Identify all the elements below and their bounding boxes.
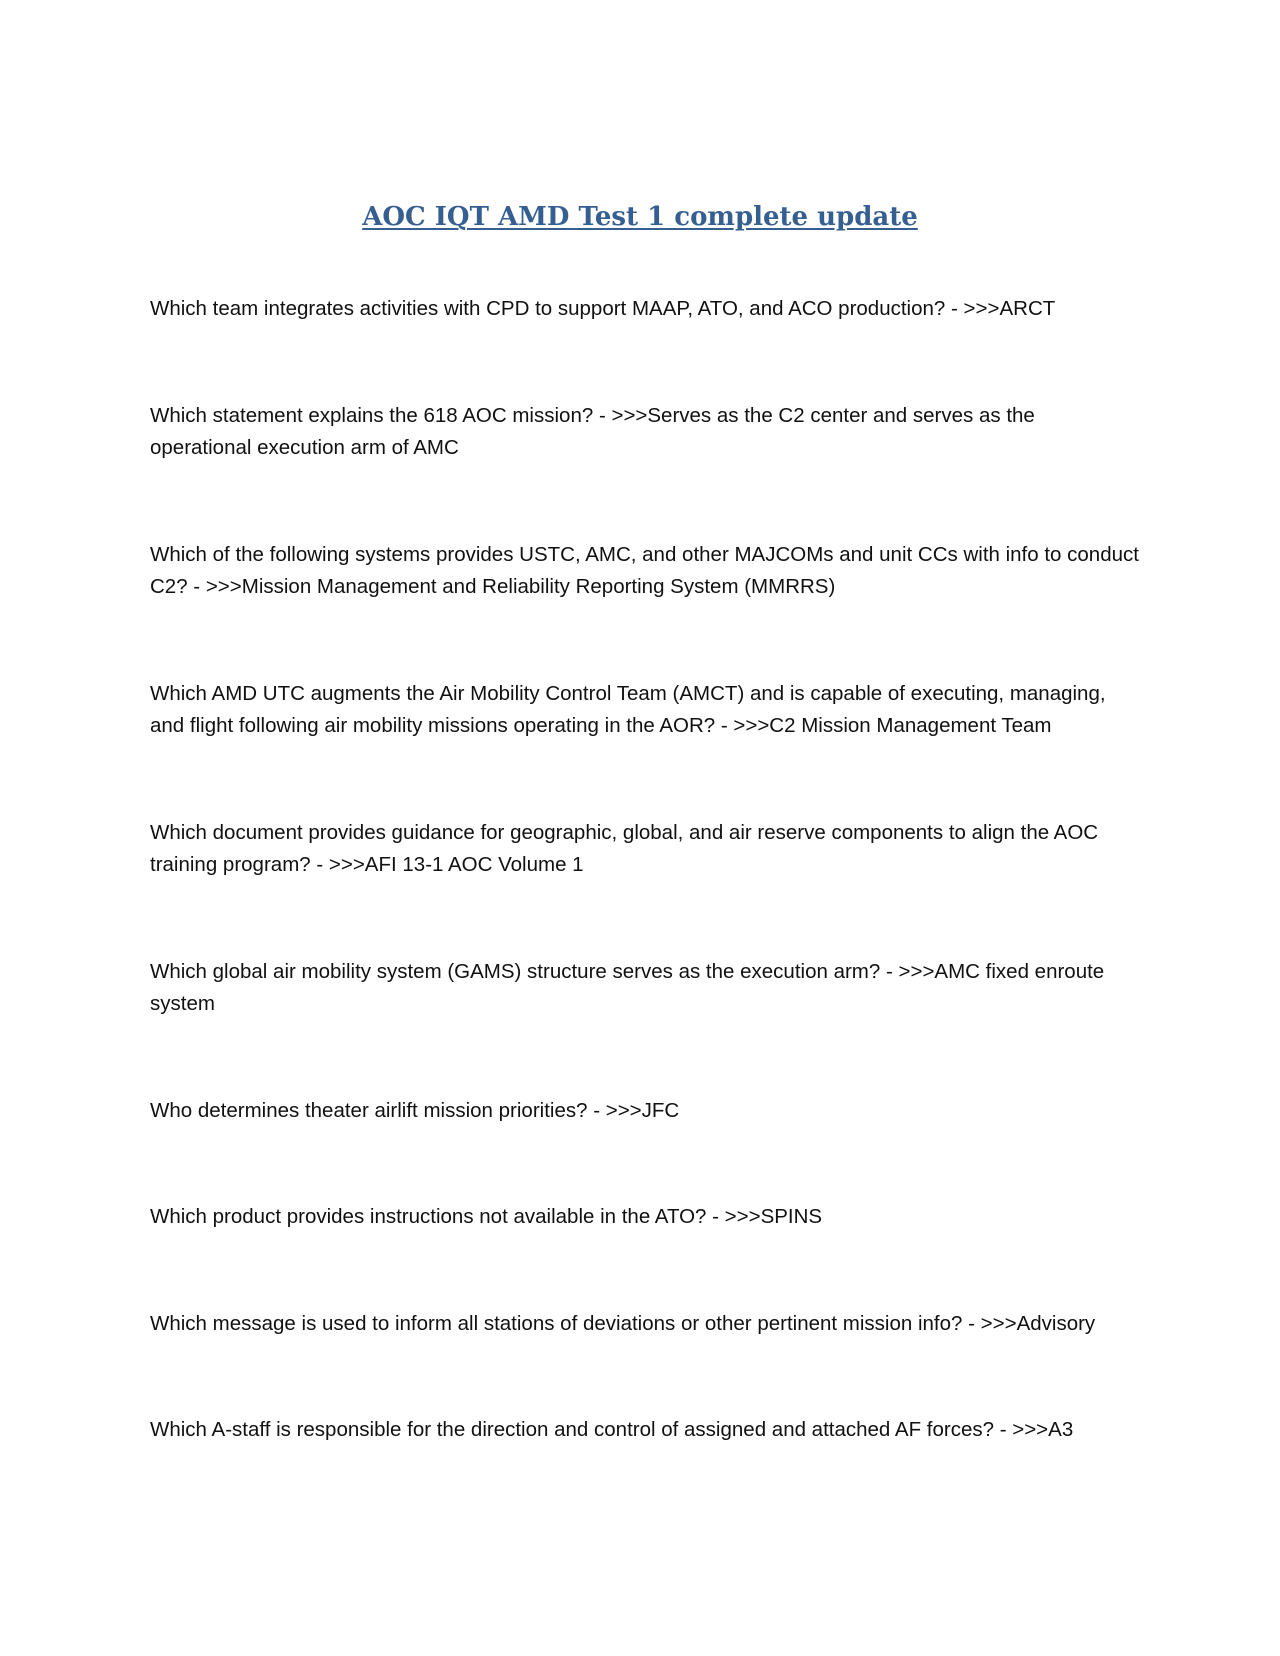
question-answer-list <box>150 293 1140 1521</box>
qa-item <box>150 1308 1140 1341</box>
qa-item <box>150 400 1140 465</box>
answer-text: >>>A3 <box>1012 1418 1074 1441</box>
qa-item <box>150 1414 1140 1447</box>
qa-item <box>150 1201 1140 1234</box>
question-text: Which of the following systems provides USTC, AMC, and other MAJCOMs and unit CCs with info to conduct C2? - <box>150 543 1139 599</box>
question-text: Which statement explains the 618 AOC mission? - <box>150 404 611 427</box>
answer-text: >>>Mission Management and Reliability Reporting System (MMRRS) <box>205 575 836 598</box>
answer-text: >>>ARCT <box>963 297 1056 320</box>
answer-text: >>>SPINS <box>724 1205 823 1228</box>
qa-item <box>150 817 1140 882</box>
qa-item <box>150 678 1140 743</box>
question-text: Which A-staff is responsible for the direction and control of assigned and attached AF forces? - <box>150 1418 1012 1441</box>
question-text: Which team integrates activities with CPD to support MAAP, ATO, and ACO production? - <box>150 297 964 320</box>
question-text: Who determines theater airlift mission priorities? - <box>150 1099 606 1122</box>
question-text: Which global air mobility system (GAMS) structure serves as the execution arm? - <box>150 960 899 983</box>
qa-item <box>150 1095 1140 1128</box>
document-title: AOC IQT AMD Test 1 complete update <box>362 202 918 232</box>
qa-item <box>150 539 1140 604</box>
answer-text: >>>AFI 13-1 AOC Volume 1 <box>328 853 584 876</box>
answer-text: >>>JFC <box>605 1098 680 1122</box>
question-text: Which AMD UTC augments the Air Mobility Control Team (AMCT) and is capable of executing, managing, and flight following air mobility missions operating in the AOR? - <box>150 682 1106 738</box>
answer-text: >>>Serves as the C2 center and serves as the operational execution arm of AMC <box>150 403 1035 459</box>
qa-item <box>150 293 1140 326</box>
answer-text: >>>AMC fixed enroute system <box>150 959 1105 1015</box>
answer-text: >>>Advisory <box>980 1311 1096 1335</box>
question-text: Which document provides guidance for geographic, global, and air reserve components to align the AOC training program? - <box>150 821 1098 877</box>
question-text: Which message is used to inform all stations of deviations or other pertinent mission info? - <box>150 1312 981 1335</box>
answer-text: >>>C2 Mission Management Team <box>733 714 1052 737</box>
question-text: Which product provides instructions not available in the ATO? - <box>150 1205 725 1228</box>
qa-item <box>150 956 1140 1021</box>
